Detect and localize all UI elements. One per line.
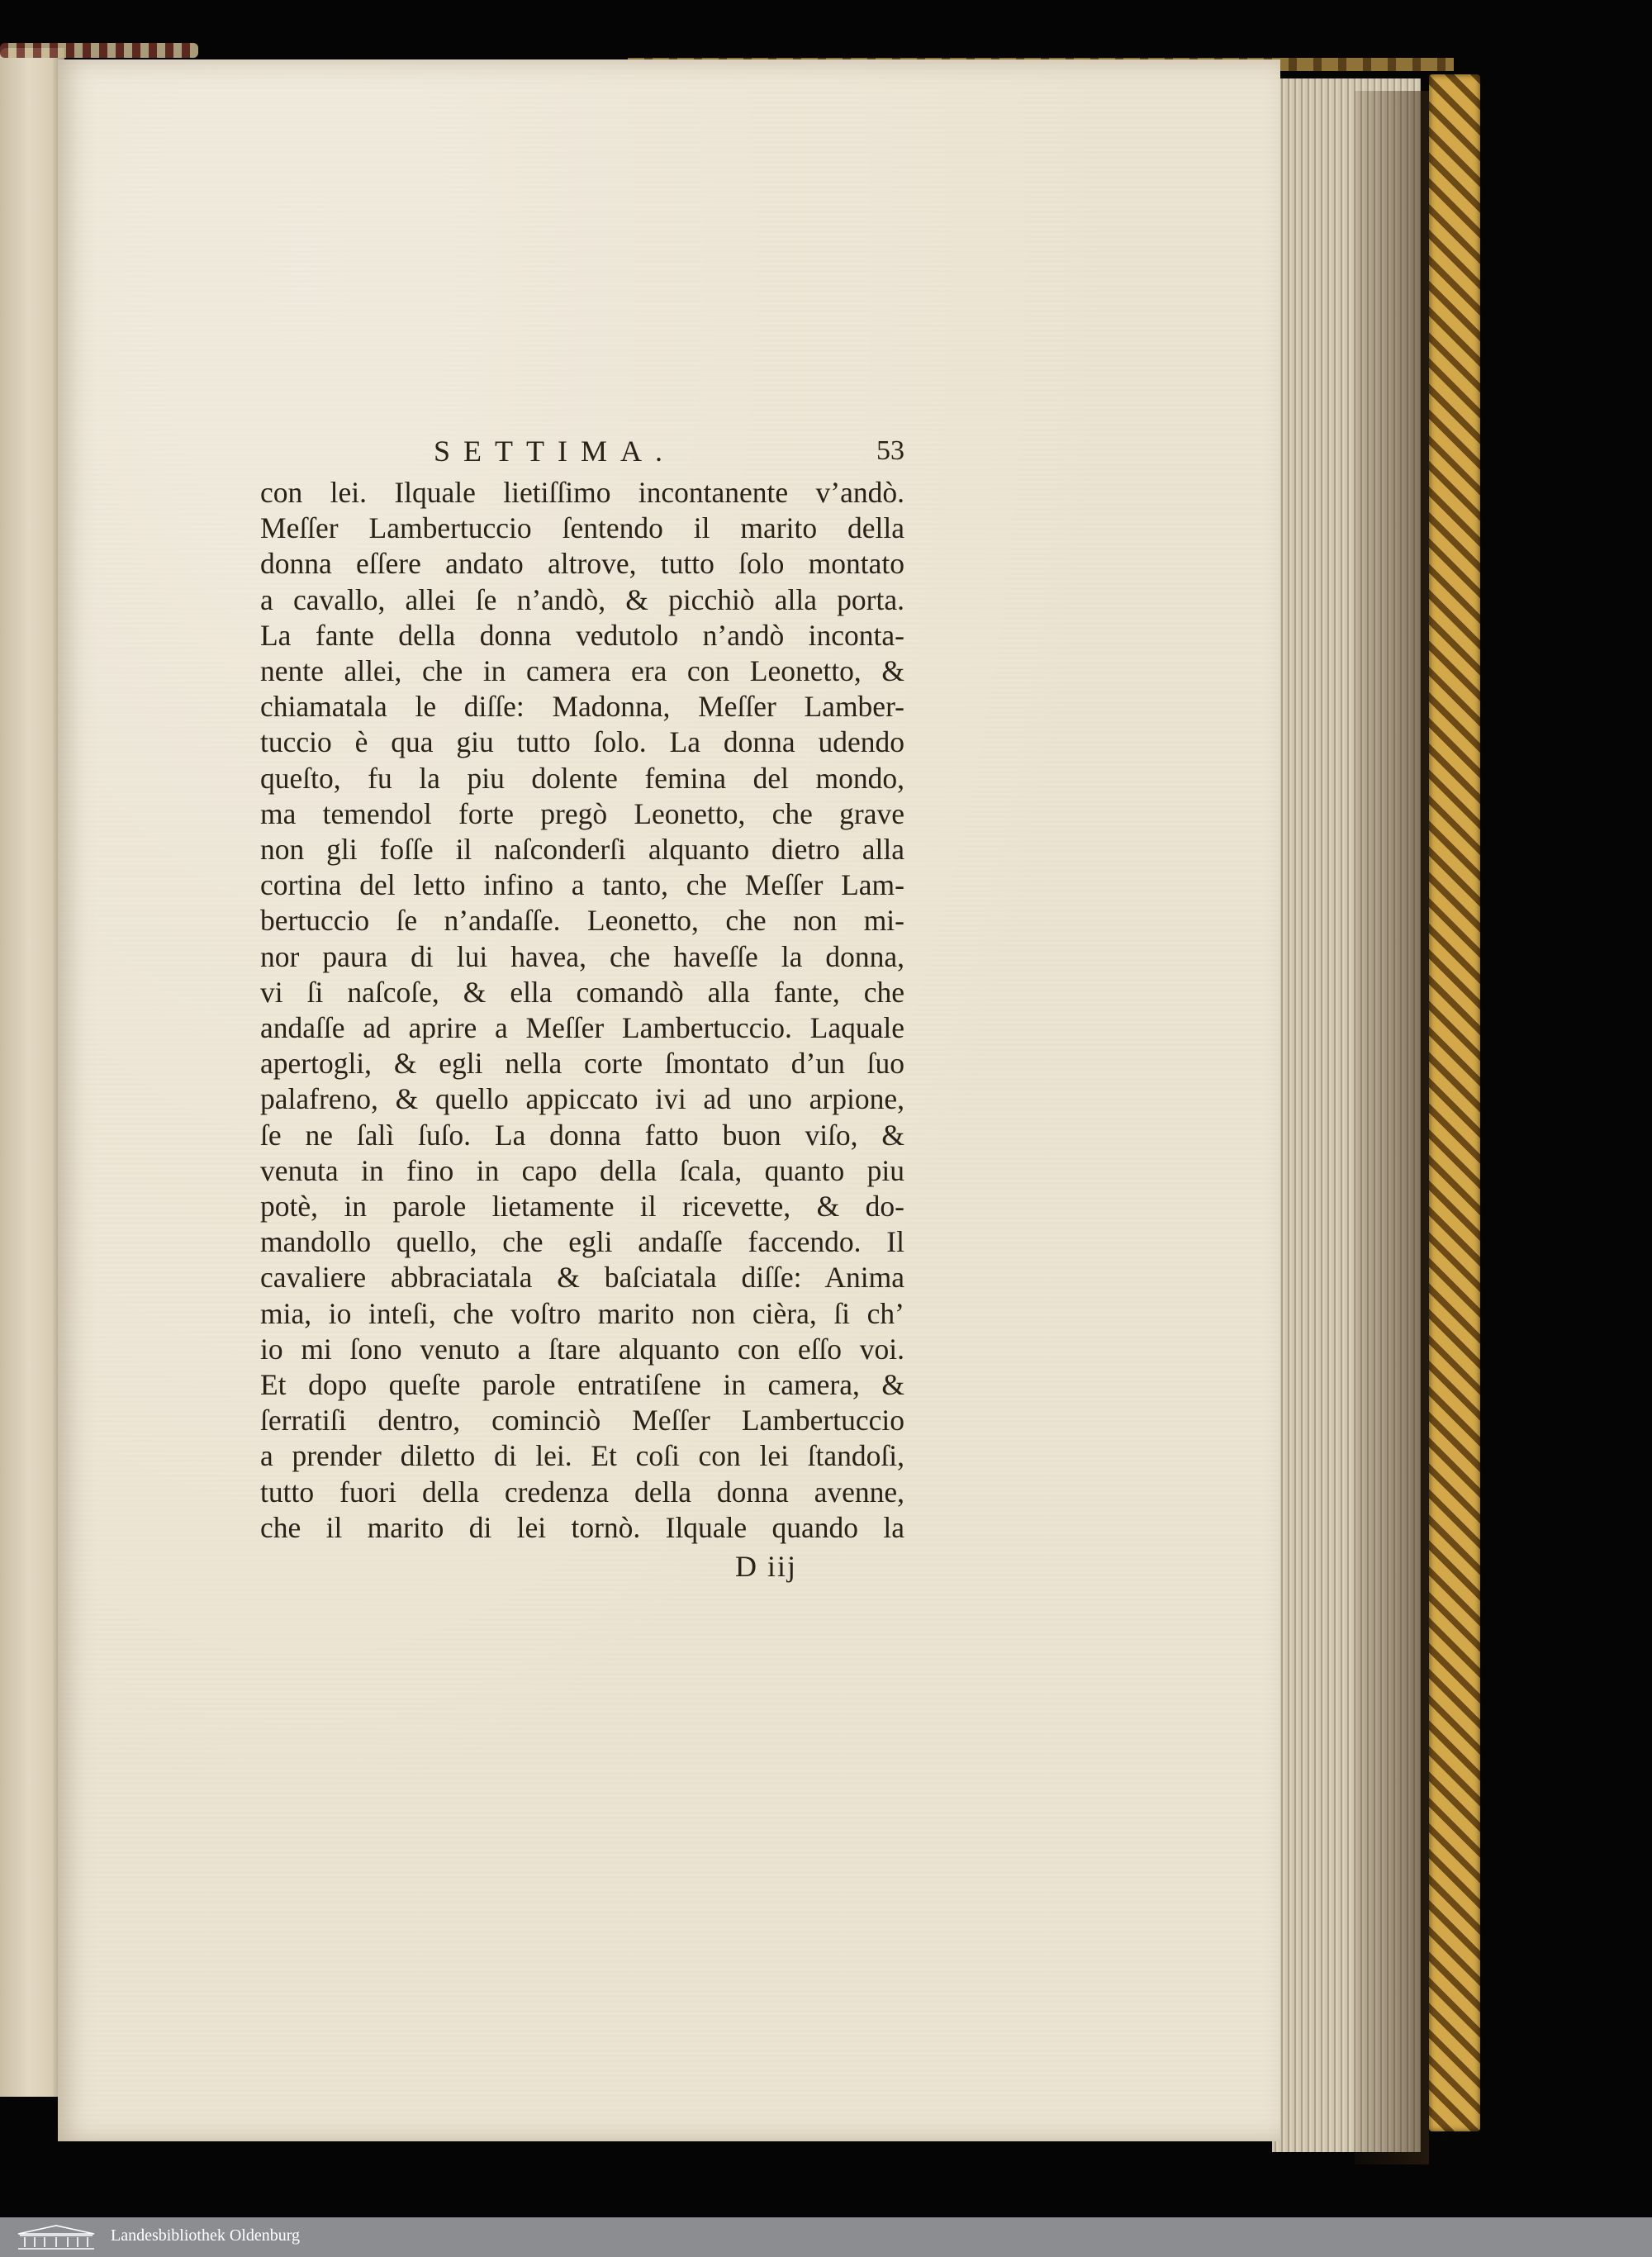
body-text <box>260 475 904 1546</box>
text-line: vi ſi naſcoſe, & ella comandò alla fante, che <box>260 975 904 1009</box>
text-line: ſe ne ſalì ſuſo. La donna fatto buon viſo, & <box>260 1118 904 1152</box>
text-line: cortina del letto infino a tanto, che Meſſer Lam- <box>260 868 904 902</box>
library-name: Landesbibliothek Oldenburg <box>111 2226 301 2245</box>
text-line: mandollo quello, che egli andaſſe faccendo. Il <box>260 1225 904 1259</box>
text-line: ſerratiſi dentro, cominciò Meſſer Lambertuccio <box>260 1404 904 1437</box>
text-line: ma temendol forte pregò Leonetto, che grave <box>260 796 904 830</box>
text-line: io mi ſono venuto a ſtare alquanto con eſſo voi. <box>260 1332 904 1366</box>
running-head <box>260 434 904 475</box>
text-line: tuccio è qua giu tutto ſolo. La donna udendo <box>260 725 904 759</box>
text-line: non gli foſſe il naſconderſi alquanto dietro alla <box>260 833 904 867</box>
text-line: Et dopo queſte parole entratiſene in camera, & <box>260 1368 904 1402</box>
text-line: a cavallo, allei ſe n’andò, & picchiò alla porta. <box>260 582 904 616</box>
text-line: bertuccio ſe n’andaſſe. Leonetto, che non mi- <box>260 904 904 938</box>
text-line: Meſſer Lambertuccio ſentendo il marito della <box>260 511 904 545</box>
text-line: che il marito di lei tornò. Ilquale quando la <box>260 1510 904 1544</box>
fore-edge-shadow <box>1355 91 1429 2164</box>
text-line: nente allei, che in camera era con Leonetto, & <box>260 654 904 688</box>
text-block <box>260 434 904 1583</box>
text-line: a prender diletto di lei. Et coſi con lei ſtandoſi, <box>260 1439 904 1473</box>
text-line: venuta in fino in capo della ſcala, quanto piu <box>260 1153 904 1187</box>
footer-bar <box>0 2217 1652 2257</box>
text-line: mia, io inteſi, che voſtro marito non cièra, ſi ch’ <box>260 1296 904 1330</box>
text-line: queſto, fu la piu dolente femina del mondo, <box>260 761 904 795</box>
running-title: SETTIMA. <box>434 435 676 468</box>
text-line: cavaliere abbraciatala & baſciatala diſſe: Anima <box>260 1261 904 1295</box>
text-line: chiamatala le diſſe: Madonna, Meſſer Lamber- <box>260 690 904 724</box>
text-line: La fante della donna vedutolo n’andò inconta- <box>260 618 904 652</box>
text-line: palafreno, & quello appiccato ivi ad uno arpione, <box>260 1082 904 1116</box>
gilt-cover-border <box>1429 74 1480 2131</box>
text-line: tutto fuori della credenza della donna avenne, <box>260 1475 904 1509</box>
headband <box>0 43 198 58</box>
text-line: donna eſſere andato altrove, tutto ſolo montato <box>260 547 904 581</box>
text-line: con lei. Ilquale lietiſſimo incontanente v’andò. <box>260 476 904 509</box>
previous-page-edge <box>0 48 64 2097</box>
text-line: apertogli, & egli nella corte ſmontato d’un ſuo <box>260 1047 904 1081</box>
page-number: 53 <box>876 435 904 466</box>
text-line: andaſſe ad aprire a Meſſer Lambertuccio. Laquale <box>260 1011 904 1045</box>
signature-mark: D iij <box>735 1550 798 1583</box>
library-building-logo-icon <box>15 2222 97 2252</box>
text-line: nor paura di lui havea, che haveſſe la donna, <box>260 939 904 973</box>
text-line: potè, in parole lietamente il ricevette, & do- <box>260 1190 904 1224</box>
